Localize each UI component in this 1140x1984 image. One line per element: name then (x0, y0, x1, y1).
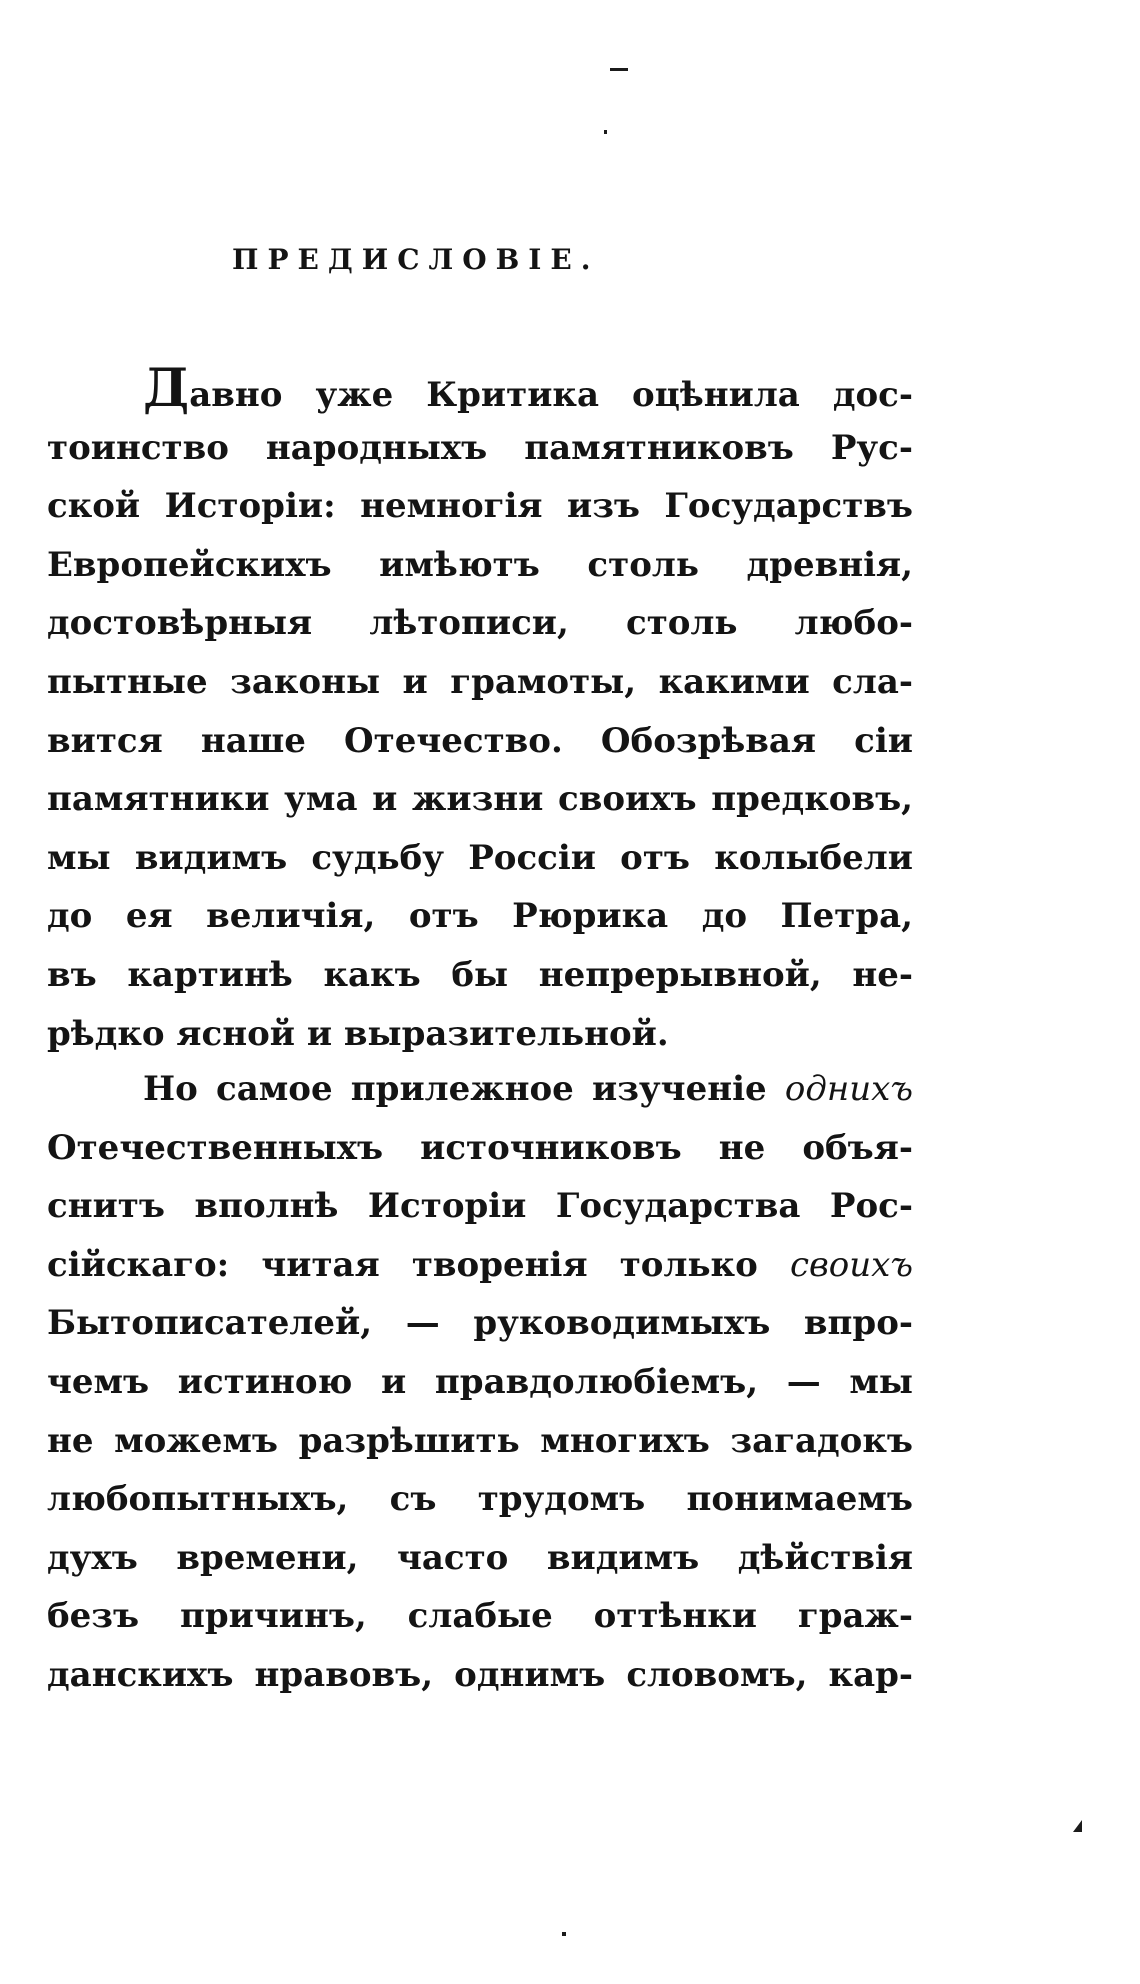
text-line: Давно уже Критика оцѣнила дос- (143, 360, 913, 419)
text-line: Но самое прилежное изученіе однихъ (143, 1069, 913, 1109)
text-line: въ картинѣ какъ бы непрерывной, не- (47, 954, 913, 995)
text-line: памятники ума и жизни своихъ предковъ, (47, 779, 913, 820)
text-line: снитъ вполнѣ Исторіи Государства Рос- (47, 1186, 913, 1227)
paragraph-2 (47, 1060, 913, 1705)
print-mark-corner (1073, 1820, 1082, 1832)
text-line: чемъ истиною и правдолюбіемъ, — мы (47, 1361, 913, 1402)
text-line: до ея величія, отъ Рюрика до Петра, (47, 896, 913, 937)
drop-cap: Д (143, 360, 190, 419)
text-line: вится наше Отечество. Обозрѣвая сіи (47, 720, 913, 761)
text-line: Европейскихъ имѣютъ столь древнія, (47, 544, 913, 585)
text-line: Отечественныхъ источниковъ не объя- (47, 1127, 913, 1168)
text-line: любопытныхъ, съ трудомъ понимаемъ (47, 1479, 913, 1520)
text-line: данскихъ нравовъ, однимъ словомъ, кар- (47, 1654, 913, 1695)
print-mark-dot (604, 130, 607, 134)
text-line: пытные законы и грамоты, какими сла- (47, 661, 913, 702)
text-line: духъ времени, часто видимъ дѣйствія (47, 1537, 913, 1578)
paragraph-1 (47, 360, 913, 1063)
text-line: ской Исторіи: немногія изъ Государствъ (47, 486, 913, 527)
text-line: сійскаго: читая творенія только своихъ (47, 1244, 913, 1285)
text-line: безъ причинъ, слабые оттѣнки граж- (47, 1596, 913, 1637)
text-line: Бытописателей, — руководимыхъ впро- (47, 1303, 913, 1344)
print-mark-dot-bottom (562, 1932, 566, 1936)
text-line: мы видимъ судьбу Россіи отъ колыбели (47, 837, 913, 878)
text-line: не можемъ разрѣшить многихъ загадокъ (47, 1420, 913, 1461)
text-line: тоинство народныхъ памятниковъ Рус- (47, 427, 913, 468)
print-mark-dash (610, 68, 628, 71)
text-line: рѣдко ясной и выразительной. (47, 1013, 669, 1054)
italic-word: своихъ (789, 1244, 913, 1285)
italic-word: однихъ (784, 1069, 913, 1109)
page-title: ПРЕДИСЛОВІЕ. (232, 243, 600, 276)
text-line: достовѣрныя лѣтописи, столь любо- (47, 603, 913, 644)
